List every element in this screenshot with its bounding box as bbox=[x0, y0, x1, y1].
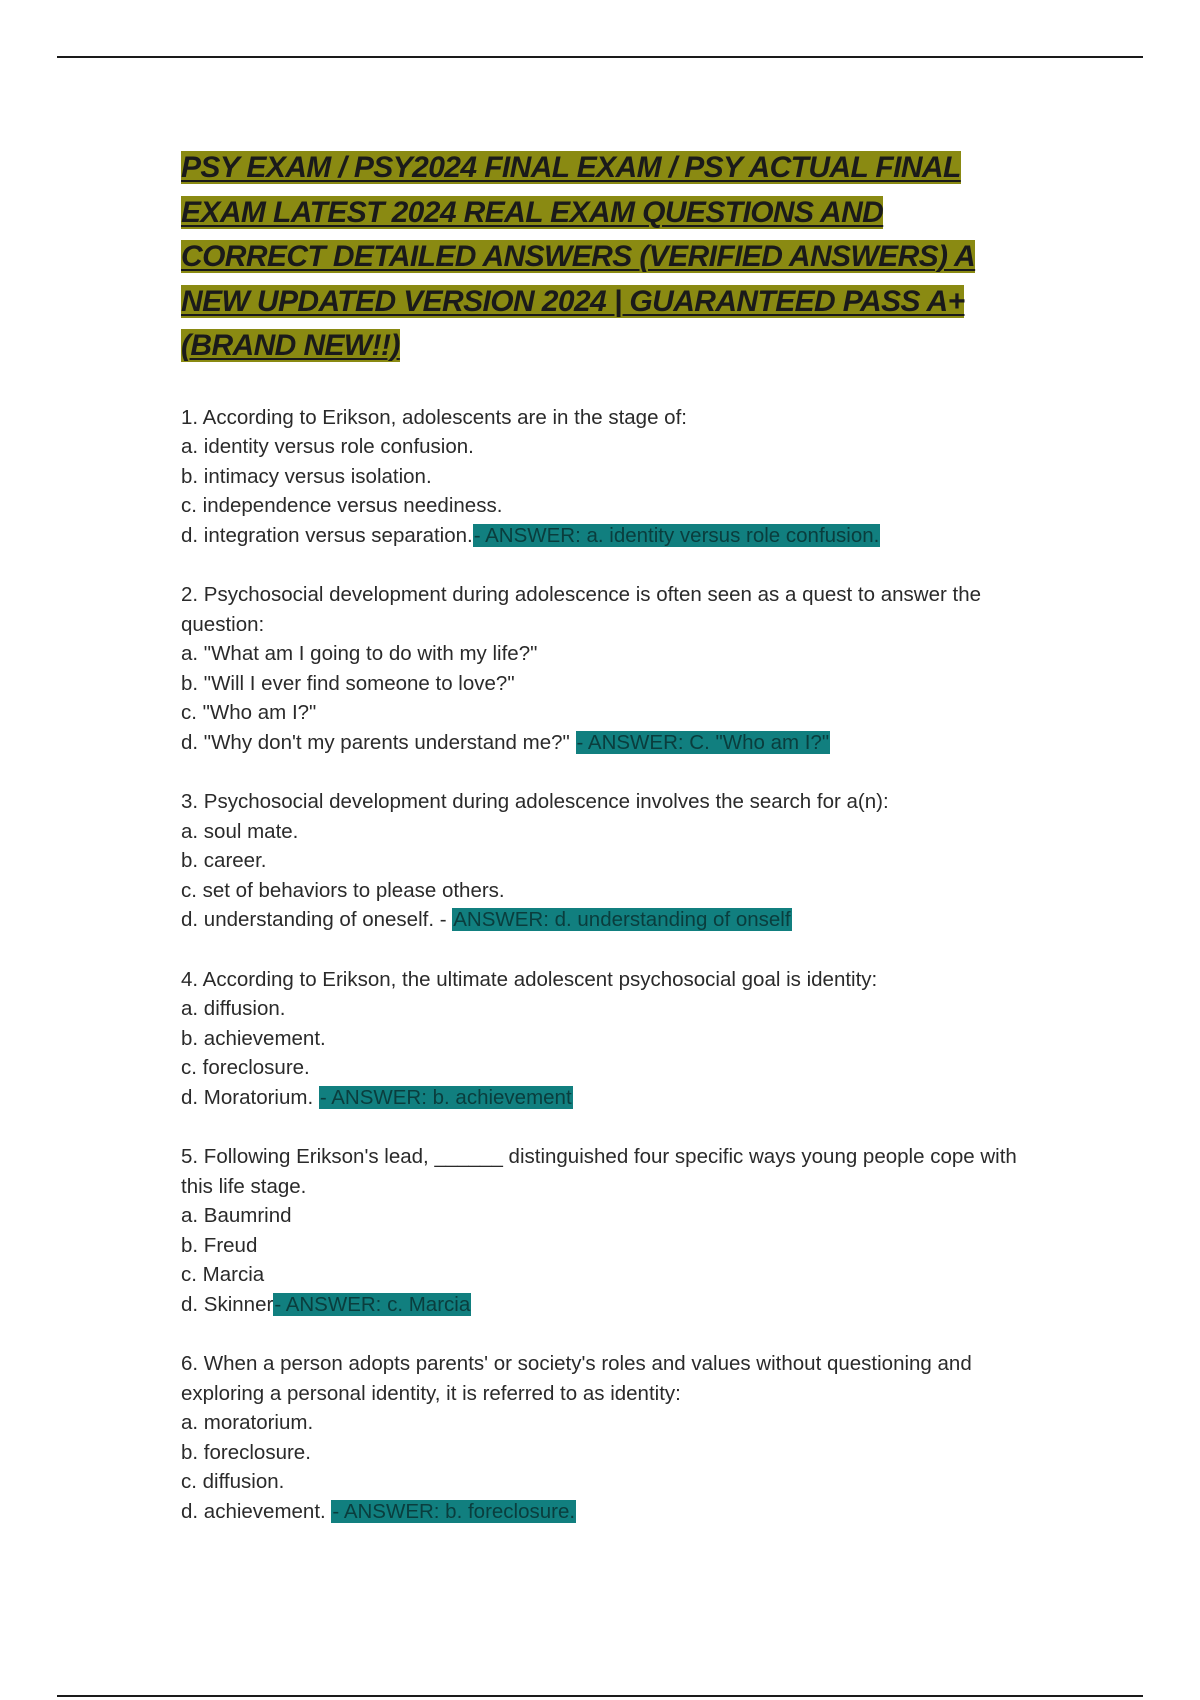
option-text: a. soul mate. bbox=[181, 819, 299, 843]
option-text: b. Freud bbox=[181, 1233, 258, 1257]
option-text: b. achievement. bbox=[181, 1026, 326, 1050]
option-text: d. integration versus separation. bbox=[181, 523, 473, 547]
question-block bbox=[181, 787, 1021, 935]
question-text: 4. According to Erikson, the ultimate adolescent psychosocial goal is identity: bbox=[181, 967, 878, 991]
question-text: 3. Psychosocial development during adolescence involves the search for a(n): bbox=[181, 790, 889, 813]
answer-highlight: - ANSWER: C. "Who am I?" bbox=[576, 730, 830, 754]
option-text: a. moratorium. bbox=[181, 1411, 314, 1434]
top-rule bbox=[57, 56, 1143, 58]
option-text: b. "Will I ever find someone to love?" bbox=[181, 671, 515, 695]
answer-option bbox=[181, 1024, 1021, 1054]
answer-highlight: - ANSWER: b. foreclosure. bbox=[332, 1499, 576, 1523]
question-text: 6. When a person adopts parents' or society's roles and values without questioning and exploring a personal identity, it is referred to as identity: bbox=[181, 1352, 972, 1405]
answer-option bbox=[181, 1408, 1021, 1438]
option-text: d. Skinner bbox=[181, 1292, 274, 1316]
answer-highlight: - ANSWER: a. identity versus role confusion. bbox=[473, 523, 880, 547]
answer-option bbox=[181, 994, 1021, 1024]
question-block bbox=[181, 1142, 1021, 1319]
answer-option bbox=[181, 905, 1021, 935]
option-text: b. intimacy versus isolation. bbox=[181, 464, 432, 488]
option-text: c. set of behaviors to please others. bbox=[181, 878, 505, 902]
option-text: a. "What am I going to do with my life?" bbox=[181, 642, 538, 665]
answer-option bbox=[181, 1290, 1021, 1320]
answer-option bbox=[181, 1260, 1021, 1290]
question-block bbox=[181, 403, 1021, 551]
option-text: c. foreclosure. bbox=[181, 1056, 310, 1079]
answer-option bbox=[181, 491, 1021, 521]
question-text: 1. According to Erikson, adolescents are in the stage of: bbox=[181, 405, 687, 429]
option-text: d. achievement. bbox=[181, 1499, 332, 1523]
question-block bbox=[181, 580, 1021, 757]
question-text: 5. Following Erikson's lead, ______ distinguished four specific ways young people cope with this life stage. bbox=[181, 1145, 1017, 1198]
answer-option bbox=[181, 1467, 1021, 1497]
answer-option bbox=[181, 1438, 1021, 1468]
answer-option bbox=[181, 1497, 1021, 1527]
option-text: c. diffusion. bbox=[181, 1470, 285, 1493]
answer-option bbox=[181, 728, 1021, 758]
option-text: b. career. bbox=[181, 849, 267, 872]
option-text: a. diffusion. bbox=[181, 997, 286, 1020]
document-title: PSY EXAM / PSY2024 FINAL EXAM / PSY ACTUAL FINAL EXAM LATEST 2024 REAL EXAM QUESTIONS AND CORRECT DETAILED ANSWERS (VERIFIED ANSWERS) A NEW UPDATED VERSION 2024 | GUARANTEED PASS A+ (BRAND NEW!!) bbox=[181, 151, 976, 362]
answer-option bbox=[181, 817, 1021, 847]
option-text: c. independence versus neediness. bbox=[181, 494, 503, 517]
answer-option bbox=[181, 698, 1021, 728]
answer-option bbox=[181, 1083, 1021, 1113]
question-text: 2. Psychosocial development during adolescence is often seen as a quest to answer the question: bbox=[181, 583, 981, 636]
answer-highlight: ANSWER: d. understanding of onself bbox=[453, 908, 791, 931]
document-body bbox=[181, 146, 1021, 1556]
question-block bbox=[181, 965, 1021, 1113]
option-text: d. "Why don't my parents understand me?" bbox=[181, 730, 576, 754]
option-text: c. "Who am I?" bbox=[181, 701, 317, 724]
bottom-rule bbox=[57, 1695, 1143, 1697]
answer-option bbox=[181, 1201, 1021, 1231]
option-text: a. Baumrind bbox=[181, 1204, 292, 1227]
answer-option bbox=[181, 846, 1021, 876]
answer-option bbox=[181, 639, 1021, 669]
option-text: a. identity versus role confusion. bbox=[181, 435, 474, 458]
question-list bbox=[181, 403, 1021, 1527]
answer-option bbox=[181, 876, 1021, 906]
option-text: d. Moratorium. bbox=[181, 1085, 319, 1109]
answer-option bbox=[181, 1231, 1021, 1261]
question-block bbox=[181, 1349, 1021, 1526]
option-text: d. understanding of oneself. - bbox=[181, 908, 453, 931]
answer-highlight: - ANSWER: b. achievement bbox=[319, 1085, 572, 1109]
option-text: b. foreclosure. bbox=[181, 1440, 311, 1464]
answer-option bbox=[181, 432, 1021, 462]
option-text: c. Marcia bbox=[181, 1263, 265, 1286]
answer-option bbox=[181, 521, 1021, 551]
answer-option bbox=[181, 669, 1021, 699]
answer-option bbox=[181, 1053, 1021, 1083]
answer-highlight: - ANSWER: c. Marcia bbox=[274, 1292, 471, 1316]
answer-option bbox=[181, 462, 1021, 492]
